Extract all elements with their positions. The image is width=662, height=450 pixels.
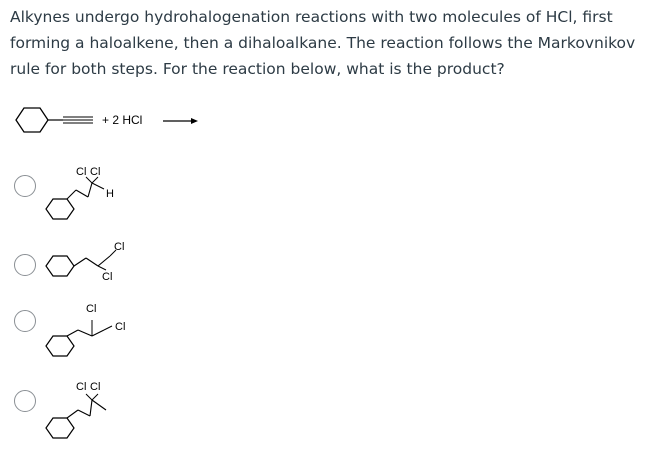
option-1-structure bbox=[40, 165, 150, 225]
option-3-structure bbox=[40, 300, 150, 364]
option-2-radio[interactable] bbox=[14, 254, 36, 276]
reaction-scheme bbox=[8, 100, 208, 140]
chlorine-label: Cl bbox=[115, 321, 126, 333]
cyclohexane-ring bbox=[46, 256, 74, 276]
chlorine-label: Cl bbox=[90, 381, 101, 393]
option-2-structure bbox=[40, 238, 150, 288]
cyclohexane-ring bbox=[16, 108, 48, 132]
chlorine-label: Cl bbox=[76, 166, 87, 178]
option-4-structure bbox=[40, 380, 150, 444]
option-4-radio[interactable] bbox=[14, 390, 36, 412]
hydrogen-label: H bbox=[106, 188, 114, 200]
chlorine-label: Cl bbox=[90, 166, 101, 178]
chlorine-label: Cl bbox=[76, 381, 87, 393]
cyclohexane-ring bbox=[46, 199, 74, 219]
option-3-radio[interactable] bbox=[14, 310, 36, 332]
triple-bond bbox=[63, 117, 93, 123]
chlorine-label: Cl bbox=[114, 241, 125, 253]
cyclohexane-ring bbox=[46, 418, 74, 438]
question-text: Alkynes undergo hydrohalogenation reactions with two molecules of HCl, first forming a haloalkene, then a dihaloalkane. The reaction follows the Markovnikov rule for both steps. For the reaction below, what is the product? bbox=[10, 8, 636, 78]
cyclohexane-ring bbox=[46, 336, 74, 356]
chlorine-label: Cl bbox=[102, 271, 113, 283]
reaction-arrow-head bbox=[191, 118, 198, 124]
chlorine-label: Cl bbox=[86, 303, 97, 315]
reagent-label: + 2 HCl bbox=[102, 113, 143, 127]
option-1-radio[interactable] bbox=[14, 175, 36, 197]
